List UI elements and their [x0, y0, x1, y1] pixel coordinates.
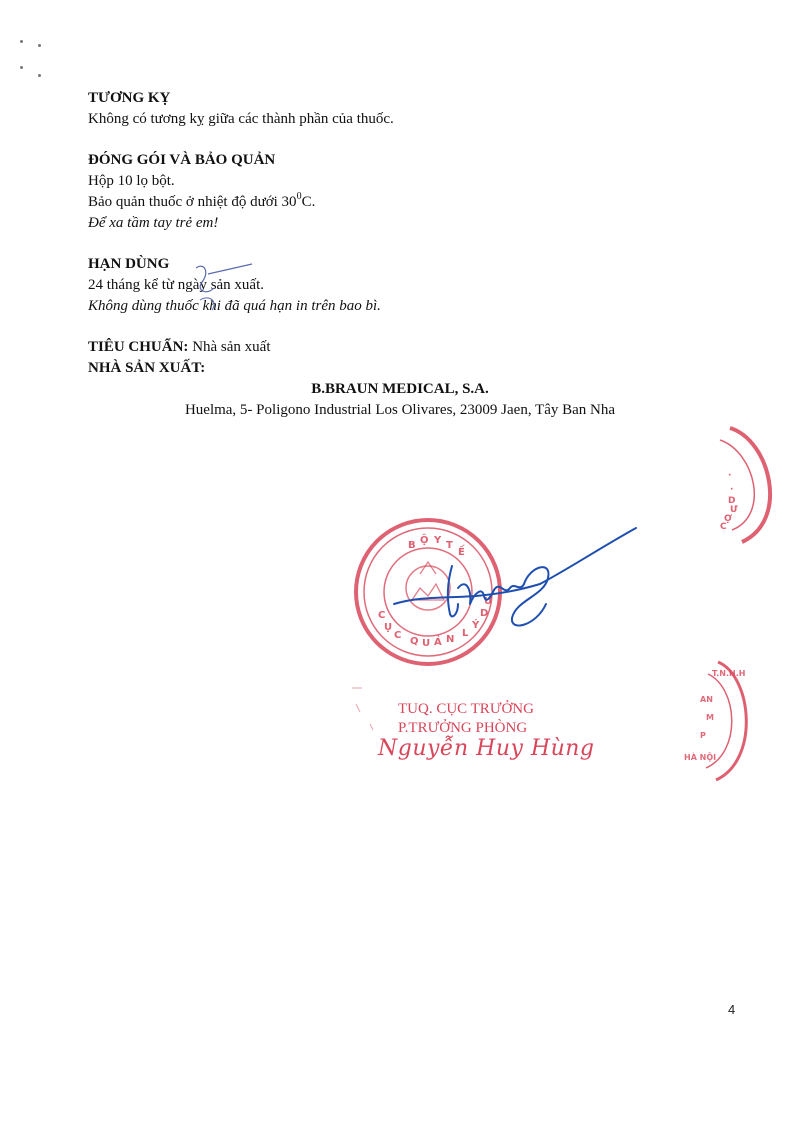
packaging-heading: ĐÓNG GÓI VÀ BẢO QUẢN: [88, 152, 276, 168]
manufacturer-label: NHÀ SẢN XUẤT:: [88, 360, 206, 376]
manufacturer-address: Huelma, 5- Poligono Industrial Los Olivares, 23009 Jaen, Tây Ban Nha: [184, 402, 616, 418]
child-warning: Để xa tầm tay trẻ em!: [88, 215, 219, 231]
manufacturer-name: B.BRAUN MEDICAL, S.A.: [311, 381, 489, 397]
approval-title-2: P.TRƯỞNG PHÒNG: [398, 720, 528, 736]
expiry-heading: HẠN DÙNG: [88, 256, 170, 272]
svg-text:B: B: [408, 540, 416, 551]
incompatibility-heading: TƯƠNG KỴ: [88, 90, 171, 106]
svg-text:Ụ: Ụ: [384, 622, 393, 633]
storage-text: Bảo quản thuốc ở nhiệt độ dưới 30: [88, 194, 297, 210]
signer-name: Nguyễn Huy Hùng: [378, 736, 595, 761]
svg-text:·: ·: [728, 471, 732, 481]
expiry-line-2: Không dùng thuốc khi đã quá hạn in trên bao bì.: [88, 298, 381, 314]
svg-text:C: C: [394, 630, 402, 641]
svg-text:P: P: [700, 731, 706, 740]
svg-text:Ư: Ư: [730, 505, 738, 515]
svg-text:T.N.H.H: T.N.H.H: [712, 669, 746, 678]
standard-value: Nhà sản xuất: [188, 339, 271, 355]
svg-text:Ợ: Ợ: [724, 514, 732, 524]
svg-text:Ý: Ý: [472, 620, 480, 631]
svg-text:Ư: Ư: [484, 596, 493, 607]
svg-text:·: ·: [730, 485, 734, 495]
incompatibility-text: Không có tương kỵ giữa các thành phần của thuốc.: [88, 111, 394, 127]
svg-text:D: D: [480, 608, 489, 619]
svg-text:Ộ: Ộ: [420, 535, 429, 546]
svg-text:C: C: [378, 610, 386, 621]
svg-text:AN: AN: [700, 695, 713, 704]
svg-text:T: T: [446, 540, 453, 551]
standard-label: TIÊU CHUẨN:: [88, 339, 189, 355]
svg-text:M: M: [706, 713, 714, 722]
page-number: 4: [728, 1002, 736, 1017]
packaging-line-1: Hộp 10 lọ bột.: [88, 173, 175, 189]
expiry-line-1: 24 tháng kể từ ngày sản xuất.: [88, 277, 265, 293]
svg-text:HÀ NỘI: HÀ NỘI: [684, 753, 717, 762]
svg-text:Ả: Ả: [434, 637, 442, 648]
degree-superscript: 0: [296, 191, 302, 202]
svg-text:U: U: [422, 638, 431, 649]
svg-text:L: L: [462, 628, 469, 639]
svg-text:Ế: Ế: [458, 547, 465, 558]
svg-text:Y: Y: [434, 535, 442, 546]
svg-text:N: N: [446, 634, 455, 645]
svg-text:D: D: [728, 496, 736, 506]
svg-text:C: C: [720, 522, 727, 532]
approval-title-1: TUQ. CỤC TRƯỞNG: [398, 701, 534, 717]
storage-unit: C.: [301, 194, 316, 210]
svg-text:Q: Q: [410, 636, 419, 647]
